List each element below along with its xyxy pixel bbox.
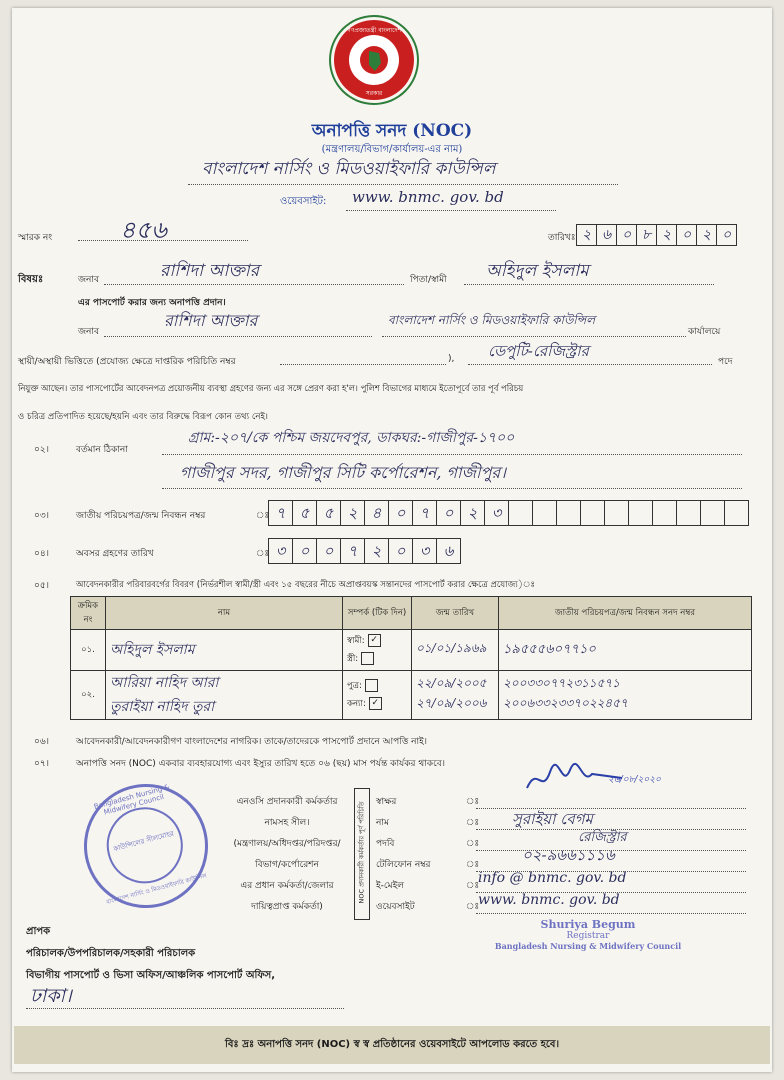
relation-label: স্বামী: (347, 636, 365, 646)
nid-digit: ৭ (268, 500, 292, 526)
signatory-line: এর প্রধান কর্মকর্তা/জেলার (240, 881, 334, 891)
name-stamp (488, 918, 688, 951)
table-row (71, 671, 752, 720)
member-name: অহিদুল ইসলাম (110, 642, 195, 658)
office-name: বাংলাদেশ নার্সিং ও মিডওয়াইফারি কাউন্সিল (388, 313, 596, 327)
document-subtitle: (মন্ত্রণালয়/বিভাগ/কার্যালয়-এর নাম) (321, 144, 463, 155)
nid-boxes (268, 500, 749, 526)
retire-label: অবসর গ্রহণের তারিখ (76, 549, 154, 559)
col-name: নাম (106, 597, 343, 630)
signatory-email: info @ bnmc. gov. bd (478, 870, 627, 886)
table-row (71, 630, 752, 671)
member-id: ২০০৩৩০৭৭২৩১১৫৭১ (503, 676, 620, 690)
council-round-stamp (70, 770, 222, 922)
vertical-note-box (354, 788, 370, 920)
body-line2-mid: ), (448, 354, 455, 364)
footer-note-band (14, 1026, 770, 1064)
col-serial: ক্রমিক নং (71, 597, 106, 630)
nid-digit: ৩ (484, 500, 508, 526)
address-line-2: গাজীপুর সদর, গাজীপুর সিটি কর্পোরেশন, গাজীপুর। (180, 463, 506, 482)
seal-bottom-text: সরকার (365, 90, 383, 97)
designation-label: পদবি (376, 839, 395, 849)
retire-date-boxes (268, 538, 461, 564)
footer-note: বিঃ দ্রঃ অনাপত্তি সনদ (NOC) স্ব স্ব প্রতিষ্ঠানের ওয়েবসাইটে আপলোড করতে হবে। (224, 1039, 560, 1050)
date-digit: ২ (576, 224, 596, 246)
member-dob: ০১/০১/১৯৬৯ (416, 641, 487, 655)
member-name: তুরাইয়া নাহিদ তুরা (110, 699, 215, 715)
parent-name: অহিদুল ইসলাম (486, 261, 589, 281)
member-id: ১৯৫৫৫৬০৭৭১০ (503, 641, 596, 657)
retire-digit: ০ (388, 538, 412, 564)
signatory-designation: রেজিস্ট্রার (578, 830, 627, 845)
body-line2-prefix: স্থায়ী/অস্থায়ী ভিত্তিতে (প্রযোজ্য ক্ষেত্রে দাপ্তরিক পরিচিতি নম্বর (18, 357, 236, 367)
memo-label: স্মারক নং (18, 233, 53, 243)
email-label: ই-মেইল (376, 881, 404, 891)
date-digit: ০ (676, 224, 696, 246)
retire-digit: ৭ (340, 538, 364, 564)
row-serial: ০১. (71, 630, 106, 671)
signatory-line: (মন্ত্রণালয়/অধিদপ্তর/পরিদপ্তর/ (233, 839, 341, 849)
stamp-name: Shuriya Begum (540, 918, 636, 931)
col-relation: সম্পর্ক (টিক দিন) (343, 597, 412, 630)
family-label: আবেদনকারীর পরিবারবর্গের বিবরণ (নির্ভরশীল স্বামী/স্ত্রী এবং ১৫ বছরের নীচে অপ্রাপ্তবয়স্ক সন্তানদের পাসপোর্ট করার ক্ষেত্রে প্রযোজ্য)ঃ (76, 580, 536, 590)
address-label: বর্তমান ঠিকানা (76, 445, 128, 455)
nid-digit: ৫ (292, 500, 316, 526)
parent-label: পিতা/স্বামী (410, 275, 447, 285)
recipient-line-1: পরিচালক/উপপরিচালক/সহকারী পরিচালক (26, 948, 196, 959)
date-digit: ৬ (596, 224, 616, 246)
recipient-line-2: বিভাগীয় পাসপোর্ট ও ভিসা অফিস/আঞ্চলিক পাসপোর্ট অফিস, (26, 970, 276, 981)
nid-digit: ০ (436, 500, 460, 526)
relation-checkbox[interactable]: ✓ (368, 634, 381, 647)
item-06-number: ০৬। (34, 737, 49, 747)
retire-digit: ৩ (268, 538, 292, 564)
noc-document: গণপ্রজাতন্ত্রী বাংলাদেশ সরকার অনাপত্তি সনদ (NOC) (মন্ত্রণালয়/বিভাগ/কার্যালয়-এর নাম) বাংলাদেশ নার্সিং ও মিডওয়াইফারি কাউন্সিল ওয়েবসাইট: www. bnmc. gov. bd স্মারক নং ৪৫৬ তারিখঃ ২ ৬ ০ ৮ ২ ০ ২ ০ বিষয়ঃ জনাব রাশিদা আক্তার পিতা/স্বামী অহিদুল ইসলাম এর পাসপোর্ট করার জন্য অনাপত্তি প্রদান। জনাব রাশিদা আক্তার বাংলাদেশ নার্সিং ও মিডওয়াইফারি কাউন্সিল কার্যালয়ে স্থায়ী/অস্থায়ী ভিত্তিতে (প্রযোজ্য ক্ষেত্রে দাপ্তরিক পরিচিতি নম্বর ), ডেপুটি-রেজিস্ট্রার পদে নিযুক্ত আছেন। তার পাসপোর্টের আবেদনপত্র প্রয়োজনীয় ব্যবস্থা গ্রহণের জন্য এর সঙ্গে প্রেরণ করা হ'ল। পুলিশ বিভাগের মাধ্যমে ইতোপূর্বে তার পূর্ব পরিচয় ও চরিত্র প্রতিপাদিত হয়েছে/হয়নি এবং তার বিরুদ্ধে বিরূপ কোন তথ্য নেই। ০২। বর্তমান ঠিকানা গ্রাম:-২০৭/কে পশ্চিম জয়দেবপুর, ডাকঘর:-গাজীপুর-১৭০০ গাজীপুর সদর, গাজীপুর সিটি কর্পোরেশন, গাজীপুর। ০৩। জাতীয় পরিচয়পত্র/জন্ম নিবন্ধন নম্বর ঃ ৭ ৫ ৫ ২ ৪ ০ ৭ ০ ২ ৩ ০৪। অবসর গ্রহণের তারিখ ঃ ৩ ০ ০ ৭ ২ ০ ৩ ৬ ০৫। আবেদনকারীর পরিবারবর্গের বিবরণ (নির্ভরশীল স্বামী/স্ত্রী এবং ১৫ বছরের নীচে অপ্রাপ্তবয়স্ক সন্তানদের পাসপোর্ট করার ক্ষেত্রে প্রযোজ্য)ঃ ক্রমিক নং নাম সম্পর্ক (টিক দিন) জন্ম তারিখ জাতীয় পরিচয়পত্র/জন্ম নিবন্ধন সনদ নম্বর ০১. অহিদুল ইসলাম স্বামী: ✓ স্ত্রী: ০১/০১/১৯৬৯ ১৯৫৫৫৬০৭৭১০ ০২. আরিয়া নাহিদ আরা তুরাইয়া নাহিদ তুরা পুত্র: কন্যা: ✓ ২২/০৯/২০০৫ ২৭/০৯/২০০৬ ২০০৩৩০৭৭২৩১১৫৭১ ২০০৬৩৩২৩৩৭০২২৪৫৭ ০৬। আবেদনকারী/আবেদনকারীগণ বাংলাদেশের নাগরিক। তাকে/তাদেরকে পাসপোর্ট প্রদানে আপত্তি নাই। ০৭। অনাপত্তি সনদ (NOC) একবার ব্যবহারযোগ্য এবং ইস্যুর তারিখ হতে ০৬ (ছয়) মাস পর্যন্ত কার্যকর থাকবে। Bangladesh Nursing & Midwifery Council কাউন্সিলের সীলমোহর বাংলাদেশ নার্সিং ও মিডওয়াইফারি কাউন্সিল এনওসি প্রদানকারী কর্মকর্তার নামসহ সীল। (মন্ত্রণালয়/অধিদপ্তর/পরিদপ্তর/ বিভাগ/কর্পোরেশন এর প্রধান কর্মকর্তা/জেলার দায়িত্বপ্রাপ্ত কর্মকর্তা) NOC প্রদানকারী কর্মকর্তার পূর্ণ পরিচিতি স্বাক্ষর নাম পদবি টেলিফোন নম্বর ই-মেইল ওয়েবসাইট ঃ ঃ ঃ ঃ ঃ ঃ ২৬/০৮/২০২০ সুরাইয়া বেগম রেজিস্ট্রার ০২-৯৬৬১১১৬ info @ bnmc. gov. bd www. bnmc. gov. bd Shuriya Begum Registrar Bangladesh Nursing & Midwifery Council প্রাপক পরিচালক/উপপরিচালক/সহকারী পরিচালক বিভাগীয় পাসপোর্ট ও ভিসা অফিস/আঞ্চলিক পাসপোর্ট অফিস, ঢাকা। বিঃ দ্রঃ অনাপত্তি সনদ (NOC) স্ব স্ব প্রতিষ্ঠানের ওয়েবসাইটে আপলোড করতে হবে। (12, 8, 772, 1072)
date-label: তারিখঃ (548, 233, 576, 243)
vertical-note: NOC প্রদানকারী কর্মকর্তার পূর্ণ পরিচিতি (357, 801, 366, 904)
item-04-number: ০৪। (34, 549, 49, 559)
signatory-website: www. bnmc. gov. bd (478, 892, 620, 908)
nid-digit: ০ (388, 500, 412, 526)
applicant-name: রাশিদা আক্তার (160, 261, 260, 281)
item-05-number: ০৫। (34, 581, 49, 591)
subject-label: বিষয়ঃ (18, 274, 44, 285)
signatory-line: এনওসি প্রদানকারী কর্মকর্তার (236, 797, 338, 807)
member-name: আরিয়া নাহিদ আরা (110, 675, 219, 691)
relation-checkbox[interactable]: ✓ (369, 697, 382, 710)
nid-label: জাতীয় পরিচয়পত্র/জন্ম নিবন্ধন নম্বর (76, 511, 206, 521)
signatory-phone: ০২-৯৬৬১১১৬ (522, 846, 615, 864)
body-line2-suffix: পদে (718, 357, 733, 367)
recipient-city: ঢাকা। (30, 985, 72, 1007)
item-02-number: ০২। (34, 445, 49, 455)
body-mr-label: জনাব (78, 327, 100, 337)
document-title: অনাপত্তি সনদ (NOC) (311, 121, 473, 141)
signatory-labels (376, 792, 431, 918)
stamp-outer-text: Bangladesh Nursing & Midwifery Council (93, 783, 171, 817)
name-label: নাম (376, 818, 389, 828)
nid-digit: ৫ (316, 500, 340, 526)
passport-purpose: এর পাসপোর্ট করার জন্য অনাপত্তি প্রদান। (78, 298, 226, 308)
nid-digit: ৪ (364, 500, 388, 526)
phone-label: টেলিফোন নম্বর (376, 860, 431, 870)
organization-name: বাংলাদেশ নার্সিং ও মিডওয়াইফারি কাউন্সিল (202, 159, 496, 179)
retire-digit: ৬ (436, 538, 461, 564)
seal-map-icon (349, 35, 399, 85)
body-line4: ও চরিত্র প্রতিপাদিত হয়েছে/হয়নি এবং তার বিরুদ্ধে বিরূপ কোন তথ্য নেই। (18, 412, 268, 422)
col-id: জাতীয় পরিচয়পত্র/জন্ম নিবন্ধন সনদ নম্বর (499, 597, 752, 630)
row-serial: ০২. (71, 671, 106, 720)
nid-digit: ২ (340, 500, 364, 526)
date-digit: ০ (616, 224, 636, 246)
date-digit: ২ (656, 224, 676, 246)
nid-digit: ২ (460, 500, 484, 526)
recipient-label: প্রাপক (26, 926, 51, 937)
seal-top-text: গণপ্রজাতন্ত্রী বাংলাদেশ (346, 27, 402, 34)
member-dob: ২২/০৯/২০০৫ (416, 676, 487, 690)
applicant-name-2: রাশিদা আক্তার (164, 311, 258, 330)
stamp-title: Registrar (566, 931, 610, 941)
date-digit: ০ (716, 224, 737, 246)
stamp-inner-text: কাউন্সিলের সীলমোহর (112, 829, 175, 854)
relation-label: স্ত্রী: (347, 654, 359, 664)
website-value: www. bnmc. gov. bd (352, 188, 504, 206)
website-label: ওয়েবসাইট: (280, 196, 327, 207)
memo-number: ৪৫৬ (120, 216, 167, 244)
retire-digit: ২ (364, 538, 388, 564)
retire-digit: ০ (292, 538, 316, 564)
signatory-line: বিভাগ/কর্পোরেশন (255, 860, 319, 870)
item-03-number: ০৩। (34, 511, 49, 521)
family-table (70, 596, 752, 720)
office-suffix: কার্যালয়ে (688, 327, 721, 337)
subject-mr-label: জনাব (78, 275, 100, 285)
date-digit: ৮ (636, 224, 656, 246)
relation-checkbox[interactable] (365, 679, 378, 692)
citizenship-statement: আবেদনকারী/আবেদনকারীগণ বাংলাদেশের নাগরিক। তাকে/তাদেরকে পাসপোর্ট প্রদানে আপত্তি নাই। (76, 737, 428, 747)
member-dob: ২৭/০৯/২০০৬ (416, 696, 487, 710)
sign-label: স্বাক্ষর (376, 797, 397, 807)
address-line-1: গ্রাম:-২০৭/কে পশ্চিম জয়দেবপুর, ডাকঘর:-গাজীপুর-১৭০০ (188, 430, 515, 446)
body-line3: নিযুক্ত আছেন। তার পাসপোর্টের আবেদনপত্র প্রয়োজনীয় ব্যবস্থা গ্রহণের জন্য এর সঙ্গে প্রেরণ করা হ'ল। পুলিশ বিভাগের মাধ্যমে ইতোপূর্বে তার পূর্ব পরিচয় (18, 383, 524, 393)
validity-statement: অনাপত্তি সনদ (NOC) একবার ব্যবহারযোগ্য এবং ইস্যুর তারিখ হতে ০৬ (ছয়) মাস পর্যন্ত কার্যকর থাকবে। (76, 759, 445, 769)
website-label-2: ওয়েবসাইট (376, 902, 415, 912)
member-id: ২০০৬৩৩২৩৩৭০২২৪৫৭ (503, 696, 628, 710)
stamp-org: Bangladesh Nursing & Midwifery Council (494, 941, 682, 951)
signatory-line: নামসহ সীল। (264, 818, 310, 828)
signatory-description (218, 792, 356, 918)
signatory-name: সুরাইয়া বেগম (512, 810, 593, 828)
signatory-line: দায়িত্বপ্রাপ্ত কর্মকর্তা) (251, 902, 323, 912)
sign-date: ২৬/০৮/২০২০ (608, 775, 661, 785)
relation-label: কন্যা: (347, 699, 366, 709)
col-dob: জন্ম তারিখ (412, 597, 499, 630)
date-digit: ২ (696, 224, 716, 246)
nid-digit: ৭ (412, 500, 436, 526)
relation-label: পুত্র: (347, 681, 362, 691)
government-seal (334, 20, 414, 100)
relation-checkbox[interactable] (361, 652, 374, 665)
item-07-number: ০৭। (34, 759, 49, 769)
date-boxes (576, 224, 737, 246)
designation: ডেপুটি-রেজিস্ট্রার (488, 342, 589, 360)
retire-digit: ০ (316, 538, 340, 564)
stamp-bottom-text: বাংলাদেশ নার্সিং ও মিডওয়াইফারি কাউন্সিল (105, 872, 208, 907)
retire-digit: ৩ (412, 538, 436, 564)
